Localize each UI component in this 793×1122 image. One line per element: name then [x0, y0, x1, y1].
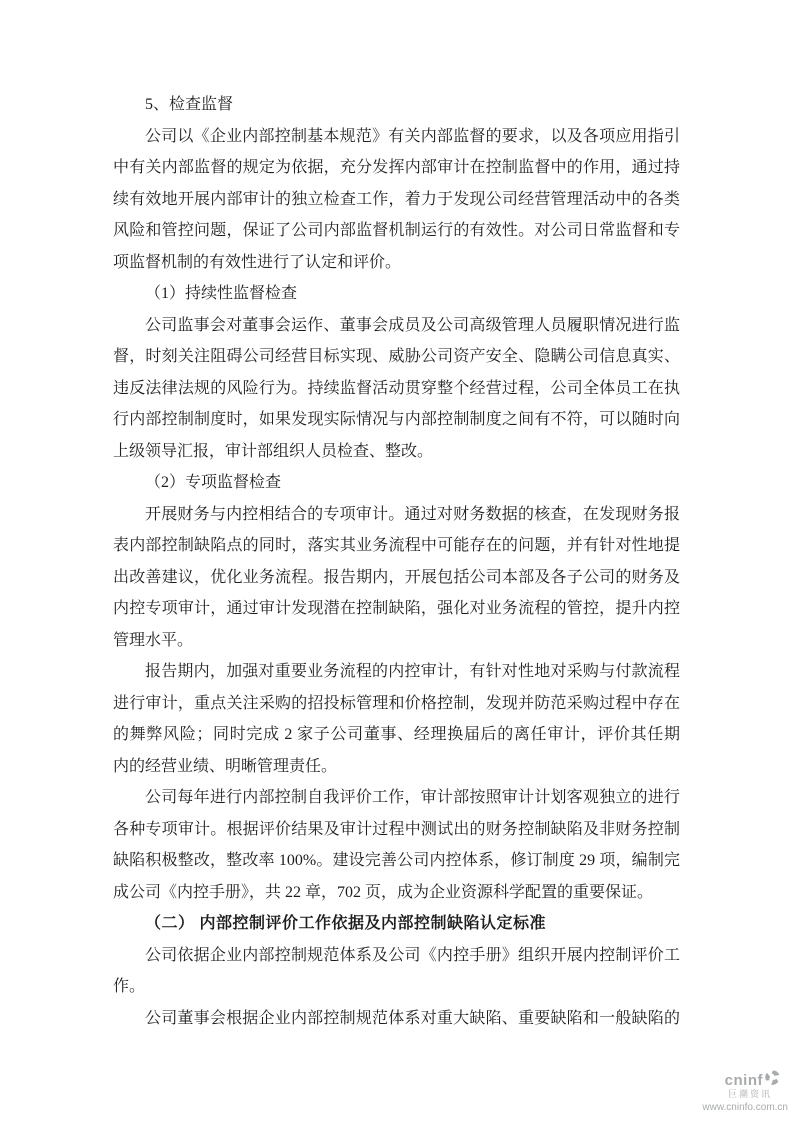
text-line: 成公司《内控手册》，共 22 章，702 页，成为企业资源科学配置的重要保证。	[113, 883, 654, 901]
text-line: 内控专项审计，通过审计发现潜在控制缺陷，强化对业务流程的管控，提升内控	[113, 600, 680, 617]
cninfo-url: www.cninfo.com.cn	[702, 1102, 788, 1113]
text-line: 管理水平。	[113, 631, 194, 649]
text-line: 5、检查监督	[145, 96, 234, 113]
document-body	[113, 89, 680, 1034]
text-line: （2）专项监督检查	[145, 474, 282, 491]
text-line: 各种专项审计。根据评价结果及审计过程中测试出的财务控制缺陷及非财务控制	[113, 820, 680, 838]
text-line: 缺陷积极整改，整改率 100%。建设完善公司内控体系，修订制度 29 项，编制完	[113, 852, 680, 869]
text-line: （1）持续性监督检查	[145, 285, 298, 302]
cninfo-brand-row	[725, 1072, 788, 1091]
cninfo-logo-text: cninf	[724, 1071, 763, 1089]
text-line: 上级领导汇报，审计部组织人员检查、整改。	[113, 442, 434, 460]
text-line: 作。	[113, 978, 146, 995]
text-line: 行内部控制制度时，如果发现实际情况与内部控制制度之间有不符，可以随时向	[113, 411, 680, 428]
cninfo-chinese-name: 巨潮资讯	[727, 1089, 772, 1100]
text-line: 表内部控制缺陷点的同时，落实其业务流程中可能存在的问题，并有针对性地提	[113, 537, 680, 554]
text-line: 中有关内部监督的规定为依据，充分发挥内部审计在控制监督中的作用，通过持	[113, 159, 680, 176]
text-line: 公司监事会对董事会运作、董事会成员及公司高级管理人员履职情况进行监	[145, 316, 680, 334]
text-line: 公司以《企业内部控制基本规范》有关内部监督的要求，以及各项应用指引	[145, 127, 680, 145]
text-line: 内的经营业绩、明晰管理责任。	[113, 757, 338, 775]
section-heading-line: （二） 内部控制评价工作依据及内部控制缺陷认定标准	[145, 915, 546, 932]
text-line: 进行审计，重点关注采购的招投标管理和价格控制，发现并防范采购过程中存在	[113, 694, 680, 712]
text-line: 开展财务与内控相结合的专项审计。通过对财务数据的核查，在发现财务报	[145, 505, 680, 523]
text-line: 项监督机制的有效性进行了认定和评价。	[113, 253, 402, 271]
text-line: 报告期内，加强对重要业务流程的内控审计，有针对性地对采购与付款流程	[145, 663, 680, 680]
text-line: 公司董事会根据企业内部控制规范体系对重大缺陷、重要缺陷和一般缺陷的	[145, 1009, 680, 1027]
cninfo-watermark	[702, 1072, 788, 1113]
text-line: 续有效地开展内部审计的独立检查工作，着力于发现公司经营管理活动中的各类	[113, 190, 680, 208]
text-line: 风险和管控问题，保证了公司内部监督机制运行的有效性。对公司日常监督和专	[113, 222, 680, 239]
text-line: 公司依据企业内部控制规范体系及公司《内控手册》组织开展内控制评价工	[145, 946, 680, 964]
text-line: 出改善建议，优化业务流程。报告期内，开展包括公司本部及各子公司的财务及	[113, 568, 680, 586]
text-line: 违反法律法规的风险行为。持续监督活动贯穿整个经营过程，公司全体员工在执	[113, 379, 680, 397]
text-line: 公司每年进行内部控制自我评价工作，审计部按照审计计划客观独立的进行	[145, 789, 680, 806]
text-line: 督，时刻关注阻碍公司经营目标实现、威胁公司资产安全、隐瞒公司信息真实、	[113, 348, 680, 365]
text-line: 的舞弊风险；同时完成 2 家子公司董事、经理换届后的离任审计，评价其任期	[113, 726, 680, 743]
cninfo-swirl-fan-icon	[764, 1069, 781, 1091]
